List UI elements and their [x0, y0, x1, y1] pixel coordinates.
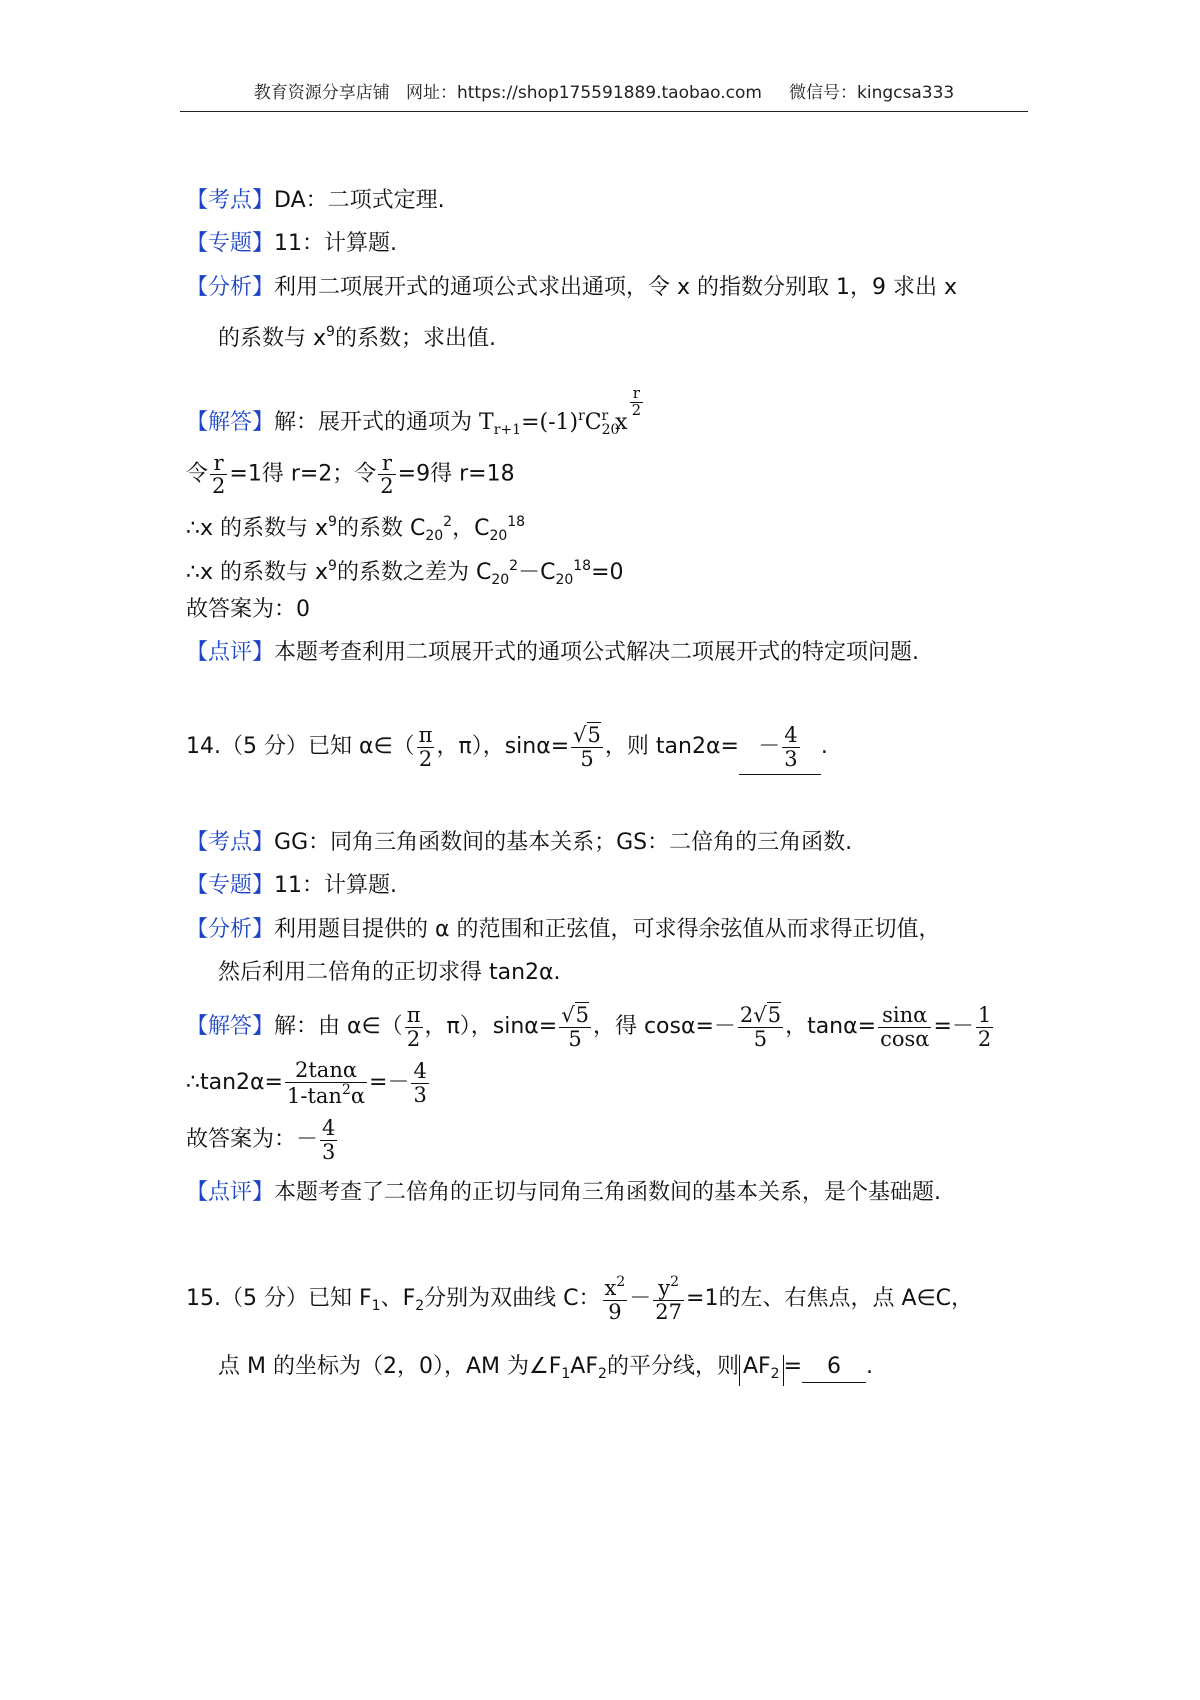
q14-fenxi-line-2: 然后利用二倍角的正切求得 tan2α. [218, 960, 561, 985]
q15-line2: 点 M 的坐标为（2，0），AM 为$\angle F_1AF_2$的平分线，则 $AF_2 = 6$ . [218, 1352, 873, 1389]
q13-dianping-text: 本题考查利用二项展开式的通项公式解决二项展开式的特定项问题. [274, 640, 920, 665]
q13-answer: 故答案为：0 [186, 597, 310, 622]
q14-zhuanti-line: 【专题】11：计算题. [186, 873, 398, 898]
q13-step3: ∴x 的系数与 $x^9$的系数之差为 $C_{20}^2-C_{20}^{18}=0$ [186, 558, 624, 588]
q14-dianping-line: 【点评】本题考查了二倍角的正切与同角三角函数间的基本关系，是个基础题. [186, 1180, 942, 1205]
q13-fenxi-text-2b: 的系数；求出值. [334, 326, 496, 351]
q13-fenxi-text-1: 利用二项展开式的通项公式求出通项，令 x 的指数分别取 1，9 求出 x [274, 275, 958, 300]
q14-stem: 14.（5 分）已知 α∈（ $\frac{\pi}{2}$ ，π），sinα= $\frac{√5}{5}$ ，则 tan2α= － $\frac{4}{3}$ . [186, 720, 828, 775]
q13-jieda-line [186, 386, 645, 445]
zhuanti-tag: 【专题】 [186, 231, 275, 256]
q14-fenxi-line: 【分析】利用题目提供的 α 的范围和正弦值，可求得余弦值从而求得正切值， [186, 917, 941, 942]
q13-kaodian-line [186, 186, 445, 216]
q13-fenxi-line-2 [218, 317, 496, 354]
jieda-tag: 【解答】 [186, 409, 275, 435]
header-rule [180, 111, 1028, 112]
q13-zhuanti-line [186, 229, 397, 259]
page-header: 教育资源分享店铺 网址：https://shop175591889.taobao.com 微信号：kingcsa333 [253, 83, 955, 103]
q14-kaodian-line: 【考点】GG：同角三角函数间的基本关系；GS：二倍角的三角函数. [186, 830, 853, 855]
q14-answer-blank: － $\frac{4}{3}$ [739, 720, 821, 775]
q14-step: ∴tan2α= $\frac{2\tan\alpha}{1-\tan^2\alpha}$ =－ $\frac{4}{3}$ [186, 1058, 427, 1108]
q13-step2: ∴x 的系数与 $x^9$的系数 $C_{20}^2$，$C_{20}^{18}$ [186, 514, 526, 544]
q14-answer: 故答案为：－ $\frac{4}{3}$ [186, 1116, 336, 1164]
general-term-formula: $T_{r+1}=(-1)^rC_{20}^r$ x $\frac{r}{2}$ [479, 384, 642, 438]
dianping-tag: 【点评】 [186, 640, 275, 665]
q15-stem: 15.（5 分）已知 $F_1$、$F_2$分别为双曲线 C： $\frac{x^2}{9}$ － $\frac{y^2}{27}$ =1的左、右焦点，点 A∈C， [186, 1274, 974, 1324]
fenxi-tag: 【分析】 [186, 275, 275, 300]
q13-dianping-line [186, 638, 919, 668]
q13-kaodian-text: DA：二项式定理. [274, 188, 445, 213]
q13-fenxi-line [186, 273, 957, 303]
q15-answer-blank: 6 [802, 1352, 866, 1383]
kaodian-tag: 【考点】 [186, 188, 275, 213]
q13-zhuanti-text: 11：计算题. [274, 231, 398, 256]
exponent-9: 9 [326, 324, 335, 340]
q14-jieda-line: 【解答】解：由 α∈（ $\frac{\pi}{2}$ ，π），sinα= $\frac{√5}{5}$ ，得 cosα=－ $\frac{2√5}{5}$ ，tanα= $\frac{\sin\alpha}{\cos\alpha}$ =－ $\frac{1}{2}$ [186, 1003, 992, 1051]
q13-step1: 令 $\frac{r}{2}$ =1得 r=2；令 $\frac{r}{2}$ =9得 r=18 [186, 451, 515, 499]
q13-jieda-text: 解：展开式的通项为 [274, 409, 473, 435]
q13-fenxi-text-2a: 的系数与 x [218, 326, 327, 351]
